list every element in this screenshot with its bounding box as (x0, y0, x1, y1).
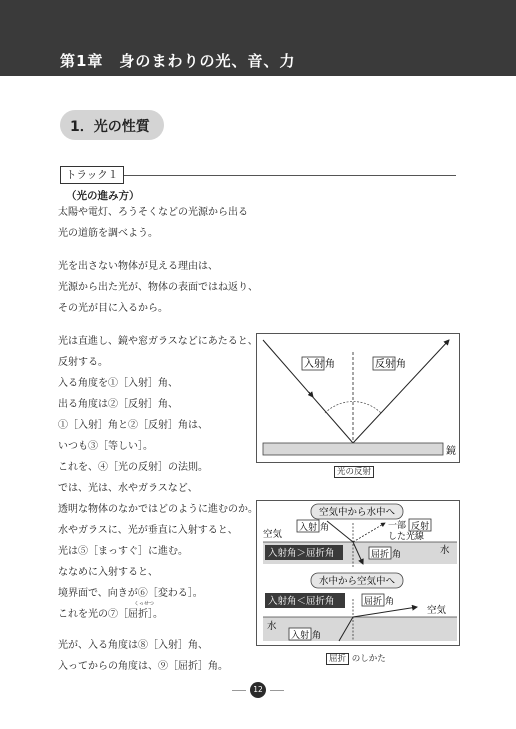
air-label-2: 空気 (427, 605, 447, 616)
ruby-kussetsu: くっせつ (134, 601, 154, 607)
water-label-2: 水 (267, 621, 277, 632)
refraction-suffix-2-text: 角 (385, 597, 395, 607)
text: これを光の⑦［ (58, 609, 128, 620)
answer-incidence: 入射 (158, 640, 178, 651)
reflection-caption (334, 465, 374, 477)
track-label: トラック１ (60, 166, 124, 184)
text: ］角と②［ (98, 420, 148, 431)
refraction-line (58, 541, 258, 562)
reflection-box-text: 反射 (375, 359, 395, 370)
reflection-caption-text: 光の反射 (334, 466, 374, 478)
refraction-line: では、光は、水やガラスなど、 (58, 483, 198, 494)
incident-ray (263, 340, 353, 443)
visibility-line: 光を出さない物体が見える理由は、 (58, 261, 218, 272)
page-number: 12 (250, 682, 266, 698)
text: ］に進む。 (138, 546, 188, 557)
text: 入ってからの角度は、⑨［ (58, 661, 178, 672)
text: いつも③［ (58, 441, 108, 452)
mirror (263, 443, 443, 455)
incident-arrow (309, 392, 313, 397)
refraction-line (58, 583, 258, 604)
refraction-suffix-text: 角 (392, 550, 402, 560)
incidence-box-2-text: 入射 (291, 631, 310, 641)
reflection-paragraph (58, 331, 258, 478)
answer-change: 変わる (157, 588, 188, 599)
page-number-rule-right (270, 690, 284, 691)
intro-paragraph (58, 202, 248, 244)
reflection-suffix-text: 角 (396, 359, 406, 370)
compare-text-1: 入射角＞屈折角 (268, 548, 335, 559)
answer-refraction: 屈折 (128, 609, 148, 620)
refraction-caption-box: 屈折 (326, 653, 349, 665)
incidence-suffix-2-text: 角 (312, 631, 322, 641)
reflection-line (58, 436, 258, 457)
answer-incidence: 入射 (128, 378, 148, 389)
reflection-line (58, 373, 258, 394)
incidence-angle-label (302, 357, 335, 370)
reflection-line (58, 457, 258, 478)
visibility-paragraph (58, 256, 258, 319)
reflected-ray-label: した光線 (388, 532, 425, 542)
compare-text-2: 入射角＜屈折角 (268, 596, 335, 607)
text: ］角は、 (168, 420, 208, 431)
chapter-header-band (0, 0, 516, 76)
refracted-ray-2 (353, 607, 417, 617)
reflected-ray (353, 340, 449, 443)
text: ］。 (148, 609, 163, 620)
subheading: （光の進み方） (66, 190, 140, 202)
refraction-line (58, 656, 258, 677)
air-to-water-title: 空気中から水中へ (319, 507, 396, 518)
refraction-line (58, 635, 258, 656)
text: 出る角度は②［ (58, 399, 128, 410)
answer-straight: まっすぐ (98, 546, 138, 557)
reflection-box-text: 反射 (411, 522, 430, 532)
incidence-suffix-text: 角 (320, 523, 330, 533)
refraction-box-2-text: 屈折 (364, 597, 383, 607)
incidence-box-text: 入射 (304, 359, 324, 370)
refraction-caption (326, 652, 386, 664)
text: 光は⑤［ (58, 546, 98, 557)
text: ］角、 (178, 640, 208, 651)
refraction-paragraph (58, 478, 258, 677)
reflection-line (58, 415, 258, 436)
refraction-line: 水やガラスに、光が垂直に入射すると、 (58, 525, 238, 536)
refraction-figure (256, 500, 460, 646)
air-label: 空気 (263, 529, 283, 540)
page-number-rule-left (232, 690, 246, 691)
text: ］。 (187, 588, 203, 599)
incidence-suffix-text: 角 (325, 359, 335, 370)
reflected-ray (353, 523, 385, 542)
spacer (58, 625, 258, 635)
mirror-label: 鏡 (446, 446, 456, 457)
text: 入る角度を①［ (58, 378, 128, 389)
answer-equal: 等しい (108, 441, 138, 452)
text: ］の法則。 (158, 462, 208, 473)
answer-reflection: 反射 (148, 420, 168, 431)
answer-law: 光の反射 (118, 462, 158, 473)
water-to-air-title: 水中から空気中へ (319, 576, 396, 587)
refraction-line: 透明な物体のなかではどのように進むのか。 (58, 504, 258, 515)
reflection-angle-label (373, 357, 406, 370)
answer-incidence: 入射 (78, 420, 98, 431)
section-title: 1．光の性質 (70, 119, 150, 135)
answer-reflection: 反射 (128, 399, 148, 410)
reflection-line: 反射する。 (58, 357, 108, 368)
intro-line: 太陽や電灯、ろうそくなどの光源から出る (58, 207, 248, 218)
visibility-line: その光が目に入るから。 (58, 303, 168, 314)
text: ］角。 (198, 661, 228, 672)
intro-line: 光の道筋を調べよう。 (58, 228, 158, 239)
partial-label: 一部 (388, 521, 407, 531)
incidence-box-text: 入射 (299, 523, 318, 533)
refraction-diagram (257, 501, 459, 645)
text: ］。 (138, 441, 153, 452)
refraction-line (58, 601, 258, 625)
chapter-title: 第1章 身のまわりの光、音、力 (60, 52, 296, 70)
answer-refraction-angle: 屈折 (178, 661, 198, 672)
reflection-line (58, 394, 258, 415)
text: 光が、入る角度は⑧［ (58, 640, 158, 651)
refraction-line: ななめに入射すると、 (58, 567, 158, 578)
reflection-diagram (257, 334, 459, 462)
visibility-line: 光源から出た光が、物体の表面ではね返り、 (58, 282, 258, 293)
text: 境界面で、向きが⑥［ (58, 588, 158, 599)
text: これを、④［ (58, 462, 118, 473)
reflection-line: 光は直進し、鏡や窓ガラスなどにあたると、 (58, 336, 258, 347)
reflection-figure (256, 333, 460, 463)
text: ］角、 (148, 378, 178, 389)
water-label: 水 (440, 545, 450, 556)
text: ①［ (58, 420, 78, 431)
text: ］角、 (148, 399, 178, 410)
refraction-box-text: 屈折 (371, 550, 390, 560)
refraction-caption-suffix: のしかた (351, 654, 386, 664)
incident-ray (327, 521, 353, 542)
